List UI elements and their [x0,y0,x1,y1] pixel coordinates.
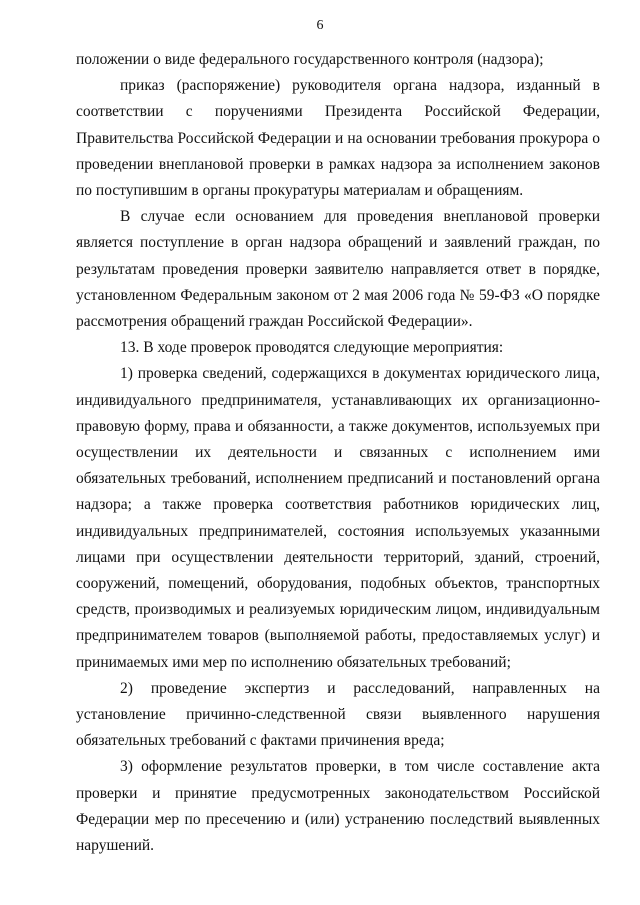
document-body [76,47,600,859]
page-number: 6 [316,18,324,33]
list-item-2: 2) проведение экспертиз и расследований, направленных на установление причинно-следственной связи выявленного нарушения обязательных требований с фактами причинения вреда; [76,679,600,750]
list-item-1: 1) проверка сведений, содержащихся в документах юридического лица, индивидуального предпринимателя, устанавливающих их организационно-правовую форму, права и обязанности, а также документов, используемых при осуществлении их деятельности и связанных с исполнением ими обязательных требований, исполнением предписаний и постановлений органа надзора; а также проверка соответствия работников юридических лиц, индивидуальных предпринимателей, состояния используемых указанными лицами при осуществлении деятельности территорий, зданий, строений, сооружений, помещений, оборудования, подобных объектов, транспортных средств, производимых и реализуемых юридическим лицом, индивидуальным предпринимателем товаров (выполняемой работы, предоставляемых услуг) и принимаемых ими мер по исполнению обязательных требований; [76,365,600,671]
list-item-3: 3) оформление результатов проверки, в том числе составление акта проверки и принятие предусмотренных законодательством Российской Федерации мер по пресечению и (или) устранению последствий выявленных нарушений. [76,758,600,855]
paragraph-citizen-appeals: В случае если основанием для проведения внеплановой проверки является поступление в орган надзора обращений и заявлений граждан, по результатам проведения проверки заявителю направляется ответ в порядке, установленном Федеральным законом от 2 мая 2006 года № 59-ФЗ «О порядке рассмотрения обращений граждан Российской Федерации». [76,208,600,331]
paragraph-continuation: положении о виде федерального государственного контроля (надзора); [76,51,544,68]
paragraph-order-basis: приказ (распоряжение) руководителя органа надзора, изданный в соответствии с поручениями Президента Российской Федерации, Правительства Российской Федерации и на основании требования прокурора о проведении внеплановой проверки в рамках надзора за исполнением законов по поступившим в органы прокуратуры материалам и обращениям. [76,77,600,200]
paragraph-section-13-heading: 13. В ходе проверок проводятся следующие мероприятия: [120,339,504,357]
